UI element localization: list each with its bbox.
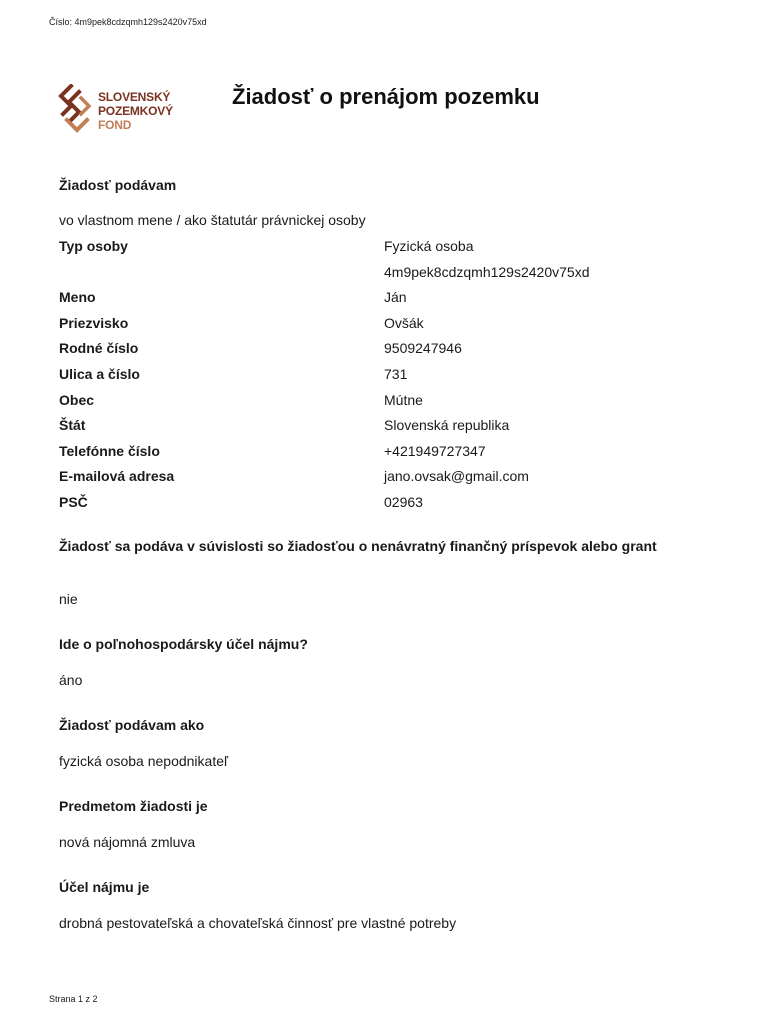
lease-purpose-heading: Účel nájmu je <box>59 879 150 895</box>
grant-value: nie <box>59 591 78 607</box>
grant-heading: Žiadosť sa podáva v súvislosti so žiadosťou o nenávratný finančný príspevok alebo grant <box>59 538 657 554</box>
field-row <box>59 493 699 519</box>
field-value: 9509247946 <box>384 340 462 357</box>
field-label: Priezvisko <box>59 314 129 331</box>
agricultural-purpose-value: áno <box>59 672 83 688</box>
applicant-type-value: fyzická osoba nepodnikateľ <box>59 753 229 769</box>
field-label: Typ osoby <box>59 238 128 254</box>
field-label: Ulica a číslo <box>59 365 140 382</box>
field-label: Obec <box>59 391 95 408</box>
document-number: Číslo: 4m9pek8cdzqmh129s2420v75xd <box>49 17 207 27</box>
page-title: Žiadosť o prenájom pozemku <box>232 84 540 109</box>
field-row <box>59 416 699 442</box>
spf-logo-icon <box>57 84 93 134</box>
applicant-fields <box>59 237 699 519</box>
field-row <box>59 237 699 263</box>
field-value: Fyzická osoba <box>384 238 474 254</box>
field-label: PSČ <box>59 493 88 510</box>
field-value: 02963 <box>384 493 423 510</box>
field-value: Slovenská republika <box>384 417 510 434</box>
field-value: jano.ovsak@gmail.com <box>384 468 529 485</box>
podavam-heading: Žiadosť podávam <box>59 177 177 193</box>
field-row <box>59 314 699 340</box>
field-label: Telefónne číslo <box>59 442 160 459</box>
field-row <box>59 288 699 314</box>
field-value: Ján <box>384 289 407 306</box>
applicant-type-heading: Žiadosť podávam ako <box>59 717 205 733</box>
field-row <box>59 391 699 417</box>
field-label: Rodné číslo <box>59 340 139 357</box>
spf-logo-wordmark <box>98 90 173 132</box>
field-row <box>59 442 699 468</box>
field-row <box>59 339 699 365</box>
field-row <box>59 263 699 289</box>
field-value: Ovšák <box>384 314 424 331</box>
field-value: 731 <box>384 365 408 382</box>
logo-line-2: POZEMKOVÝ <box>98 104 173 118</box>
field-row <box>59 467 699 493</box>
field-label: Meno <box>59 289 96 306</box>
request-subject-heading: Predmetom žiadosti je <box>59 798 208 814</box>
spf-logo <box>57 84 197 134</box>
field-row <box>59 365 699 391</box>
logo-line-3: FOND <box>98 118 132 132</box>
field-label: Štát <box>59 417 86 434</box>
field-value: Mútne <box>384 391 423 408</box>
page-number: Strana 1 z 2 <box>49 994 98 1004</box>
request-subject-value: nová nájomná zmluva <box>59 834 196 850</box>
field-value: 4m9pek8cdzqmh129s2420v75xd <box>384 263 590 280</box>
podavam-value: vo vlastnom mene / ako štatutár právnickej osoby <box>59 212 366 228</box>
field-value: +421949727347 <box>384 442 486 459</box>
logo-line-1: SLOVENSKÝ <box>98 90 171 104</box>
lease-purpose-value: drobná pestovateľská a chovateľská činnosť pre vlastné potreby <box>59 915 457 931</box>
field-label: E-mailová adresa <box>59 468 175 485</box>
agricultural-purpose-heading: Ide o poľnohospodársky účel nájmu? <box>59 636 308 652</box>
